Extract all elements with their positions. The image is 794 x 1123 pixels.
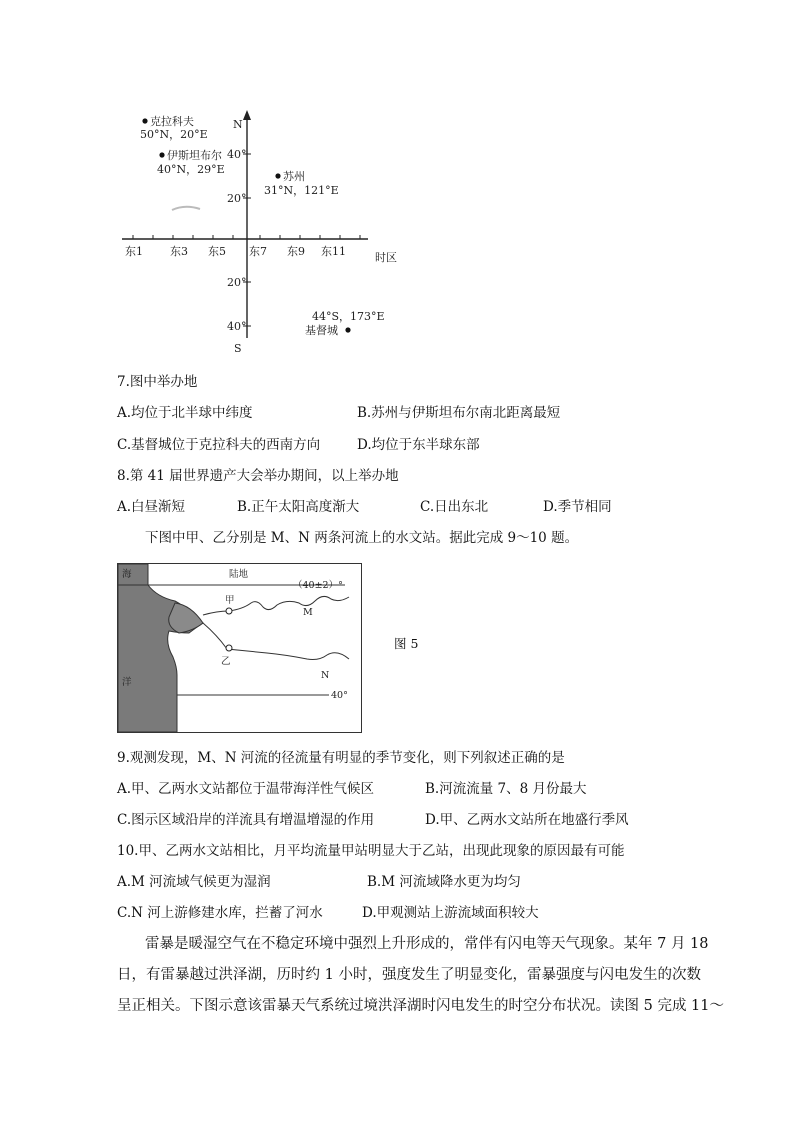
krakow-coord: 50°N，20°E	[140, 128, 208, 141]
q9-option-c[interactable]: C.图示区域沿岸的洋流具有增温增湿的作用	[117, 812, 375, 828]
q10-option-c[interactable]: C.N 河上游修建水库，拦蓄了河水	[117, 905, 323, 921]
timezone-figure	[100, 108, 410, 358]
christchurch-point	[345, 327, 350, 332]
q8-stem: 8.第 41 届世界遗产大会举办期间，以上举办地	[117, 468, 399, 484]
station-jia	[226, 608, 232, 614]
intro-9-10: 下图中甲、乙分别是 M、N 两条河流上的水文站。据此完成 9～10 题。	[145, 530, 579, 546]
timezone-diagram	[100, 108, 410, 358]
north-label: N	[233, 118, 243, 131]
q7-option-b[interactable]: B.苏州与伊斯坦布尔南北距离最短	[357, 405, 561, 421]
krakow-point	[142, 118, 147, 123]
ocean-label: 洋	[122, 677, 132, 688]
zone-label: 东11	[321, 245, 346, 258]
q8-option-d[interactable]: D.季节相同	[543, 499, 612, 515]
krakow-name: 克拉科夫	[150, 115, 194, 128]
zone-label: 东7	[249, 245, 267, 258]
zone-axis-label: 时区	[375, 251, 397, 264]
zone-label: 东5	[208, 245, 226, 258]
passage-line-3: 呈正相关。下图示意该雷暴天气系统过境洪泽湖时闪电发生的时空分布状况。读图 5 完成 11～	[117, 998, 724, 1014]
passage-line-2: 日，有雷暴越过洪泽湖，历时约 1 小时，强度发生了明显变化，雷暴强度与闪电发生的次数	[117, 967, 701, 983]
north-arrow	[243, 110, 251, 120]
q10-option-d[interactable]: D.甲观测站上游流域面积较大	[362, 905, 539, 921]
q9-option-a[interactable]: A.甲、乙两水文站都位于温带海洋性气候区	[117, 781, 375, 797]
q7-option-c[interactable]: C.基督城位于克拉科夫的西南方向	[117, 437, 321, 453]
q7-stem: 7.图中举办地	[117, 374, 198, 390]
river-map-figure	[117, 563, 362, 733]
q10-option-a[interactable]: A.M 河流域气候更为湿润	[117, 874, 271, 890]
zone-label: 东3	[170, 245, 188, 258]
sea-label: 海	[122, 569, 132, 580]
passage-line-1: 雷暴是暖湿空气在不稳定环境中强烈上升形成的，常伴有闪电等天气现象。某年 7 月 18	[145, 936, 709, 952]
lat-20n-label: 20°	[227, 192, 247, 205]
land-label: 陆地	[229, 569, 249, 580]
river-n-label: N	[321, 670, 330, 681]
q8-option-b[interactable]: B.正午太阳高度渐大	[237, 499, 360, 515]
lat-top-label: （40±2）°	[293, 580, 343, 591]
q9-option-d[interactable]: D.甲、乙两水文站所在地盛行季风	[425, 812, 629, 828]
istanbul-point	[159, 152, 164, 157]
river-m-label: M	[303, 607, 313, 618]
q7-option-d[interactable]: D.均位于东半球东部	[357, 437, 480, 453]
lat-40n-label: 40°	[227, 148, 247, 161]
figure5-caption: 图 5	[394, 636, 419, 651]
lat-bottom-label: 40°	[331, 690, 348, 701]
river-map	[117, 563, 362, 733]
zone-label: 东1	[125, 245, 143, 258]
south-label: S	[234, 342, 242, 355]
christchurch-name: 基督城	[305, 324, 338, 337]
jia-label: 甲	[225, 595, 235, 606]
lat-40s-label: 40°	[227, 320, 247, 333]
christchurch-coord: 44°S，173°E	[312, 310, 385, 323]
istanbul-coord: 40°N，29°E	[157, 163, 225, 176]
q9-stem: 9.观测发现，M、N 河流的径流量有明显的季节变化，则下列叙述正确的是	[117, 750, 565, 766]
q10-stem: 10.甲、乙两水文站相比，月平均流量甲站明显大于乙站，出现此现象的原因最有可能	[117, 843, 625, 859]
zone-label: 东9	[287, 245, 305, 258]
suzhou-point	[275, 173, 280, 178]
istanbul-name: 伊斯坦布尔	[167, 149, 222, 162]
q10-option-b[interactable]: B.M 河流域降水更为均匀	[367, 874, 521, 890]
yi-label: 乙	[221, 656, 231, 667]
q9-option-b[interactable]: B.河流流量 7、8 月份最大	[425, 781, 587, 797]
q7-option-a[interactable]: A.均位于北半球中纬度	[117, 405, 253, 421]
q8-option-a[interactable]: A.白昼渐短	[117, 499, 186, 515]
station-yi	[226, 645, 232, 651]
q8-option-c[interactable]: C.日出东北	[420, 499, 489, 515]
suzhou-coord: 31°N，121°E	[264, 184, 339, 197]
lat-20s-label: 20°	[227, 276, 247, 289]
suzhou-name: 苏州	[283, 170, 305, 183]
